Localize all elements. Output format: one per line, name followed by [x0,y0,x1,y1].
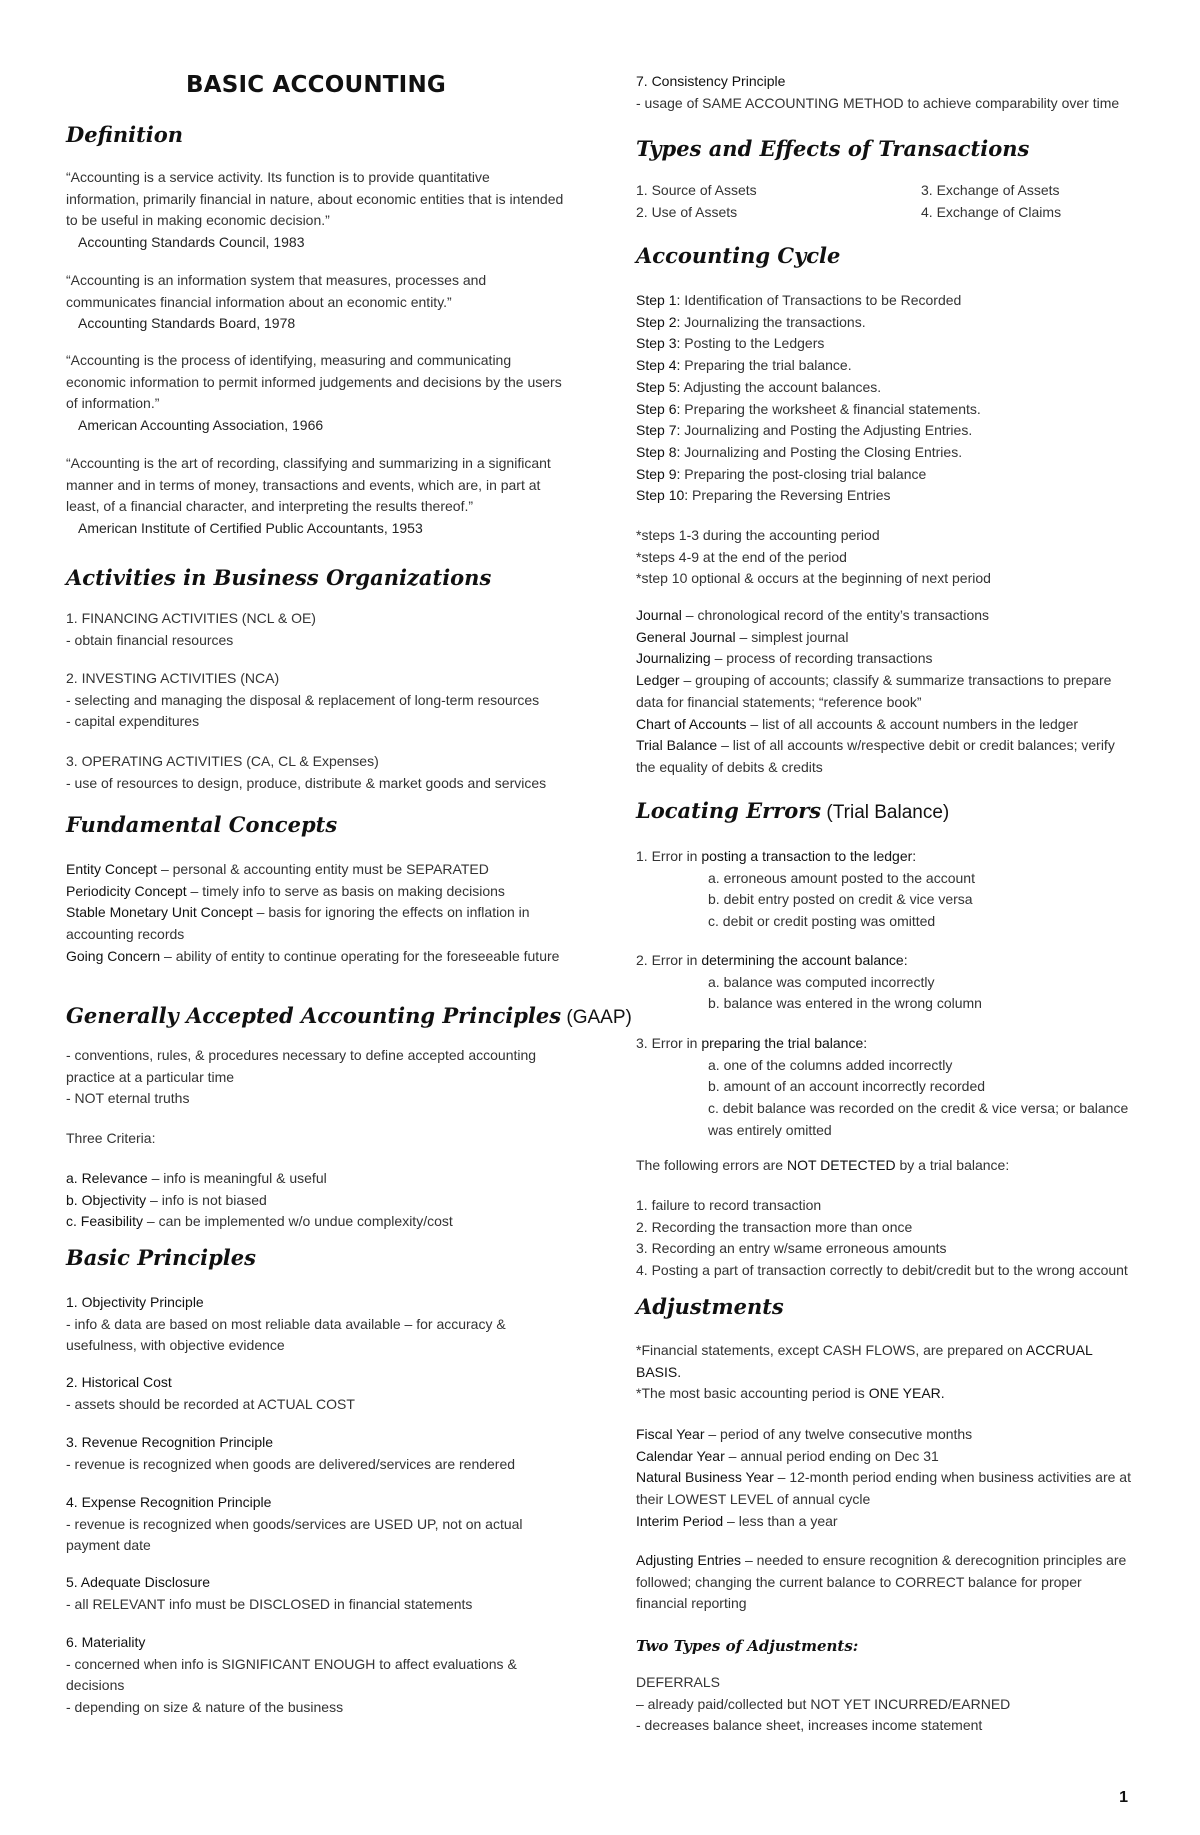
deferrals-line: - decreases balance sheet, increases income statement [636,1717,983,1734]
principle-2 [66,1372,566,1415]
page-number: 1 [1119,1789,1128,1806]
cycle-step: Step 9: Preparing the post-closing trial balance [636,465,927,482]
principle-line: - usage of SAME ACCOUNTING METHOD to achieve comparability over time [636,94,1120,111]
error-group-2 [636,950,1156,1015]
term-fiscal-year: Fiscal Year – period of any twelve consecutive months [636,1426,973,1442]
principle-label: 5. Adequate Disclosure [66,1574,210,1590]
cycle-step: Step 2: Journalizing the transactions. [636,313,866,330]
principle-line: - depending on size & nature of the business [66,1699,344,1716]
fundamental-heading: Fundamental Concepts [66,812,338,837]
principle-label: 3. Revenue Recognition Principle [66,1434,274,1450]
cycle-note: *steps 1-3 during the accounting period [636,527,880,543]
adjustments-notes: *Financial statements, except CASH FLOWS, are prepared on ACCRUAL BASIS. *The most basic accounting period is ONE YEAR. [636,1342,1093,1402]
deferrals-label: DEFERRALS [636,1674,721,1690]
activity-item-1 [66,608,566,651]
error-group-1 [636,846,1156,933]
cycle-note: *steps 4-9 at the end of the period [636,548,847,565]
deferrals [636,1672,1136,1737]
gaap-criteria [66,1168,566,1233]
transaction-type: 1. Source of Assets [636,182,757,198]
error-item: a. erroneous amount posted to the account [708,869,975,886]
cycle-step: Step 1: Identification of Transactions to be Recorded [636,292,962,308]
term-interim-period: Interim Period – less than a year [636,1512,838,1529]
principle-label: 4. Expense Recognition Principle [66,1494,272,1510]
principle-line: - all RELEVANT info must be DISCLOSED in financial statements [66,1595,473,1612]
error-item: c. debit balance was recorded on the credit & vice versa; or balance was entirely omitted [708,1100,1129,1138]
error-item: b. balance was entered in the wrong column [708,995,982,1012]
quote-source: American Accounting Association, 1966 [78,417,324,434]
cycle-step: Step 8: Journalizing and Posting the Closing Entries. [636,443,963,460]
quote-source: American Institute of Certified Public Accountants, 1953 [78,520,423,537]
transactions-col-2 [921,180,1061,223]
quote-text: “Accounting is an information system that measures, processes and communicates financial information about an economic entity.” [66,272,487,310]
principle-line: - concerned when info is SIGNIFICANT ENOUGH to affect evaluations & decisions [66,1655,517,1694]
cycle-heading: Accounting Cycle [636,243,841,268]
cycle-step: Step 7: Journalizing and Posting the Adjusting Entries. [636,422,973,439]
term-general-journal: General Journal – simplest journal [636,628,849,645]
cycle-note: *step 10 optional & occurs at the beginning of next period [636,570,991,587]
gaap-heading: Generally Accepted Accounting Principles (GAAP) [66,1003,632,1028]
fundamental-list [66,859,566,968]
concept-entity: Entity Concept – personal & accounting entity must be SEPARATED [66,861,489,877]
transactions-col-1 [636,180,921,223]
cycle-step: Step 10: Preparing the Reversing Entries [636,487,891,504]
principle-line: - revenue is recognized when goods/services are USED UP, not on actual payment date [66,1515,523,1554]
cycle-step: Step 4: Preparing the trial balance. [636,357,852,374]
quote-text: “Accounting is the process of identifying, measuring and communicating economic information to permit informed judgements and decisions by the users of information.” [66,352,562,412]
not-detected-item: 1. failure to record transaction [636,1197,822,1213]
criterion-feasibility: c. Feasibility – can be implemented w/o undue complexity/cost [66,1213,453,1230]
cycle-step: Step 3: Posting to the Ledgers [636,335,825,352]
principle-label: 1. Objectivity Principle [66,1294,204,1310]
adjustments-heading: Adjustments [636,1294,784,1319]
quote-text: “Accounting is a service activity. Its function is to provide quantitative information, primarily financial in nature, about economic entities that is intended to be useful in making economic decision.” [66,169,564,229]
principle-label: 7. Consistency Principle [636,73,786,89]
not-detected-item: 2. Recording the transaction more than once [636,1218,913,1235]
term-journalizing: Journalizing – process of recording transactions [636,650,933,667]
not-detected-list [636,1195,1156,1282]
principle-label: 6. Materiality [66,1634,146,1650]
principle-line: - assets should be recorded at ACTUAL COST [66,1395,355,1412]
principle-7 [636,71,1156,114]
transaction-type: 3. Exchange of Assets [921,182,1060,198]
adjusting-entries: Adjusting Entries – needed to ensure recognition & derecognition principles are followed; changing the current balance to CORRECT balance for proper financial reporting [636,1552,1127,1612]
cycle-step: Step 6: Preparing the worksheet & financial statements. [636,400,981,417]
not-detected-item: 4. Posting a part of transaction correctly to debit/credit but to the wrong account [636,1262,1128,1279]
error-item: b. debit entry posted on credit & vice versa [708,891,973,908]
errors-heading: Locating Errors (Trial Balance) [636,798,950,823]
definition-quote-4 [66,453,566,540]
activities-heading: Activities in Business Organizations [66,565,492,590]
principle-line: - revenue is recognized when goods are delivered/services are rendered [66,1455,516,1472]
criterion-relevance: a. Relevance – info is meaningful & useful [66,1170,327,1186]
activity-line: - obtain financial resources [66,631,234,648]
term-journal: Journal – chronological record of the entity’s transactions [636,607,990,623]
term-trial-balance: Trial Balance – list of all accounts w/respective debit or credit balances; verify the equality of debits & credits [636,737,1115,775]
adjustments-terms [636,1424,1136,1533]
error-item: a. one of the columns added incorrectly [708,1056,953,1073]
deferrals-line: – already paid/collected but NOT YET INCURRED/EARNED [636,1695,1011,1712]
principle-6 [66,1632,566,1719]
error-item: a. balance was computed incorrectly [708,973,935,990]
transaction-type: 2. Use of Assets [636,203,738,220]
principle-3 [66,1432,566,1475]
cycle-step: Step 5: Adjusting the account balances. [636,378,882,395]
not-detected-intro: The following errors are NOT DETECTED by a trial balance: [636,1157,1010,1173]
quote-text: “Accounting is the art of recording, classifying and summarizing in a significant manner and in terms of money, transactions and events, which are, in part at least, of a financial character, and interpreting the results thereof.” [66,455,551,515]
activity-line: - capital expenditures [66,713,200,730]
concept-periodicity: Periodicity Concept – timely info to serve as basis on making decisions [66,882,505,899]
quote-source: Accounting Standards Council, 1983 [78,234,305,251]
cycle-steps [636,290,1136,507]
activity-item-2 [66,668,566,733]
principle-5 [66,1572,566,1615]
error-group-label: 3. Error in preparing the trial balance: [636,1035,868,1051]
page-title: BASIC ACCOUNTING [186,72,446,98]
term-calendar-year: Calendar Year – annual period ending on Dec 31 [636,1447,939,1464]
error-item: c. debit or credit posting was omitted [708,913,936,930]
activity-label: 1. FINANCING ACTIVITIES (NCL & OE) [66,610,316,626]
transactions-heading: Types and Effects of Transactions [636,136,1030,161]
gaap-criteria-label: Three Criteria: [66,1130,156,1146]
not-detected-item: 3. Recording an entry w/same erroneous amounts [636,1240,947,1257]
term-ledger: Ledger – grouping of accounts; classify & summarize transactions to prepare data for financial statements; “reference book” [636,672,1112,710]
quote-source: Accounting Standards Board, 1978 [78,315,296,332]
activity-line: - use of resources to design, produce, distribute & market goods and services [66,774,547,791]
definition-quote-2 [66,270,566,335]
gaap-description [66,1045,566,1110]
criterion-objectivity: b. Objectivity – info is not biased [66,1191,267,1208]
two-types-heading: Two Types of Adjustments: [636,1637,859,1655]
activity-item-3 [66,751,566,794]
principles-heading: Basic Principles [66,1245,256,1270]
activity-line: - selecting and managing the disposal & replacement of long-term resources [66,691,540,708]
transactions-grid [636,180,1136,223]
principle-label: 2. Historical Cost [66,1374,172,1390]
activity-label: 3. OPERATING ACTIVITIES (CA, CL & Expenses) [66,753,379,769]
term-chart-of-accounts: Chart of Accounts – list of all accounts & account numbers in the ledger [636,715,1079,732]
gaap-line: - NOT eternal truths [66,1090,190,1107]
definition-quote-1 [66,167,566,254]
principle-1 [66,1292,566,1357]
definition-quote-3 [66,350,566,437]
principle-line: - info & data are based on most reliable data available – for accuracy & usefulness, with objective evidence [66,1315,506,1354]
concept-monetary-unit: Stable Monetary Unit Concept – basis for ignoring the effects on inflation in accounting records [66,904,530,943]
error-group-label: 1. Error in posting a transaction to the ledger: [636,848,917,864]
error-group-3 [636,1033,1156,1142]
activity-label: 2. INVESTING ACTIVITIES (NCA) [66,670,280,686]
gaap-line: - conventions, rules, & procedures necessary to define accepted accounting practice at a particular time [66,1047,537,1085]
concept-going-concern: Going Concern – ability of entity to continue operating for the foreseeable future [66,947,560,964]
definition-heading: Definition [66,122,184,147]
principle-4 [66,1492,566,1557]
error-item: b. amount of an account incorrectly recorded [708,1078,986,1095]
error-group-label: 2. Error in determining the account balance: [636,952,908,968]
cycle-notes [636,525,1136,590]
term-natural-business-year: Natural Business Year – 12-month period ending when business activities are at their LOWEST LEVEL of annual cycle [636,1469,1131,1508]
transaction-type: 4. Exchange of Claims [921,203,1062,220]
cycle-terms [636,605,1136,779]
